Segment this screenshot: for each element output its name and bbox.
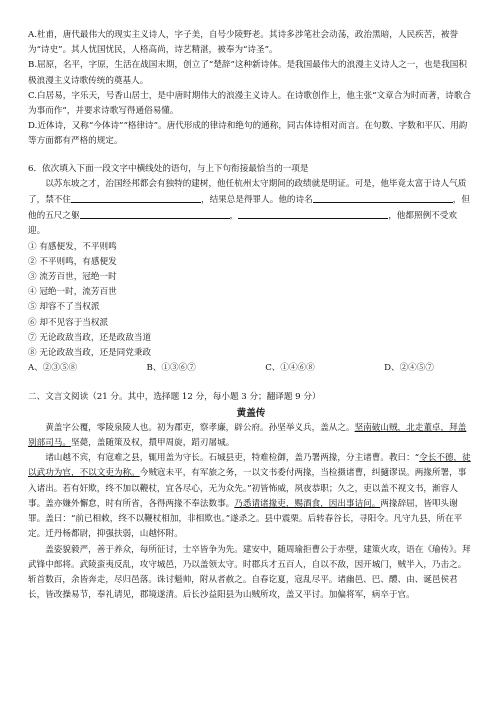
passage-paragraph-3: 盖姿貌毅严，善于养众，每所征讨，士卒皆争为先。建安中，随周瑜拒曹公于赤壁，建策火攻，语在《瑜传》。拜武锋中郎将。武陵蛮夷反乱，攻守城邑，乃以盖领太守。时郡兵才五百人，自以不敌，因开城门，贼半入，乃击之。斩首数百，余皆奔走，尽归邑落。诛讨魁帅，附从者赦之。自春讫夏，寇乱尽平。诸幽邑、巴、醴、由、诞邑侯君长，皆改操易节，奉礼请见，郡境遂清。后长沙益阳县为山贼所攻，盖又平讨。加偏将军，病卒于官。	[28, 544, 471, 601]
q6-blank-1	[71, 192, 201, 203]
q5-option-d: D.近体诗，又称“今体诗”“格律诗”。唐代形成的律诗和绝句的通称，同古体诗相对而言。在句数、字数和平仄、用韵等方面都有严格的规定。	[28, 121, 468, 147]
q6-item: ④ 冠绝一时，流芳百世	[28, 287, 117, 298]
section-heading: 二、文言文阅读（21 分。其中，选择题 12 分，每小题 3 分；翻译题 9 分）	[28, 392, 321, 403]
underlined-sentence: 乃悉请诸掾吏，赐酒食，因出事诘问。	[234, 498, 381, 509]
q6-blank-4	[238, 208, 388, 219]
passage-paragraph-1: 黄盖字公覆，零陵泉陵人也。初为郡吏，察孝廉，辟公府。孙坚举义兵，盖从之。坚南破山贼，北走董卓，拜盖别部司马。坚薨，盖随策及权，擐甲周旋，蹈刃屠城。	[28, 422, 467, 449]
q6-passage-5: ，他都照例不受欢迎。	[28, 211, 457, 237]
q5-option-c: C.白居易，字乐天，号香山居士，是中唐时期伟大的浪漫主义诗人。在诗歌创作上，他主张“文章合为时而著，诗歌合为事而作”，并要求诗歌写得通俗易懂。	[28, 90, 472, 117]
q6-stem: 6．依次填入下面一段文字中横线处的语句，与上下句衔接最恰当的一项是	[28, 163, 309, 174]
q6-item: ⑦ 无论政敌当政，还是政敌当道	[28, 332, 152, 343]
q6-blank-3	[80, 208, 230, 219]
q6-blank-2	[313, 192, 453, 203]
passage-paragraph-2: 诸山越不宾，有寇难之县，辄用盖为守长。石城县吏，特难检御，盖乃署两掾，分主诸曹。教曰：“令长不德，徒以武功为官，不以文吏为称。今贼寇未平，有军旅之务，一以文书委付两掾，当检摄诸曹，纠擿谬误。两掾所署，事入诸出。若有奸欺，终不加以鞭杖，宜各尽心，无为众先。”初皆怖威，夙夜恭职；久之，吏以盖不视文书，渐容人事。盖亦嫌外懈怠，时有所省，各得两掾不奉法数事。乃悉请诸掾吏，赐酒食，因出事诘问。两掾辞屈，皆叩头谢罪。盖曰：“前已相敕，终不以鞭杖相加，非相欺也。”遂杀之。县中震栗。后转春谷长，寻阳令。凡守九县，所在平定。迁丹杨都尉，抑强扶弱，山越怀附。	[28, 453, 471, 540]
q6-passage-4: ，	[229, 211, 239, 222]
q6-item: ⑥ 却不见容于当权派	[28, 317, 109, 328]
underlined-sentence: 坚南破山贼，北走董卓，拜盖别部司马。	[28, 422, 467, 449]
q5-option-b: B.屈原，名平，字原，生活在战国末期，创立了“楚辞”这种新诗体。是我国最伟大的浪漫主义诗人之一，也是我国积极浪漫主义诗歌传统的奠基人。	[28, 60, 467, 86]
q6-item: ⑤ 却容不了当权派	[28, 302, 100, 313]
q6-item: ① 有感便发，不平则鸣	[28, 241, 117, 252]
q6-choice-d: D、②④⑤⑦	[384, 363, 434, 374]
q6-choices	[28, 361, 474, 376]
q6-item: ② 不平则鸣，有感便发	[28, 256, 117, 267]
q6-item: ③ 流芳百世，冠绝一时	[28, 272, 117, 283]
q5-option-a: A.杜甫，唐代最伟大的现实主义诗人，字子美，自号少陵野老。其诗多涉笔社会动荡，政治黑暗，人民疾苦，被誉为“诗史”。其人忧国忧民，人格高尚，诗艺精湛，被奉为“诗圣”。	[28, 30, 459, 56]
q6-passage	[28, 177, 474, 240]
q6-passage-1: 以苏东坡之才，治国经邦都会有独特的建树，他任杭州太守期间的政绩就是明证。可是，他毕竟太富于诗人气质了，禁不住	[28, 178, 467, 206]
q6-choice-a: A、②③⑤⑧	[28, 363, 78, 374]
q6-passage-2: ，结果总是得罪人。他的诗名	[200, 195, 313, 206]
q6-choice-c: C、①④⑥⑧	[265, 363, 315, 374]
q6-choice-b: B、①③⑥⑦	[146, 363, 196, 374]
q6-passage-3: ，但他的五尺之躯	[28, 195, 470, 222]
q6-item: ⑧ 无论政敌当政，还是同党秉政	[28, 348, 152, 359]
q6-items	[28, 240, 474, 362]
passage-title: 黄盖传	[236, 407, 266, 419]
underlined-sentence: 令长不德，徒以武功为官，不以文吏为称。	[28, 453, 471, 479]
